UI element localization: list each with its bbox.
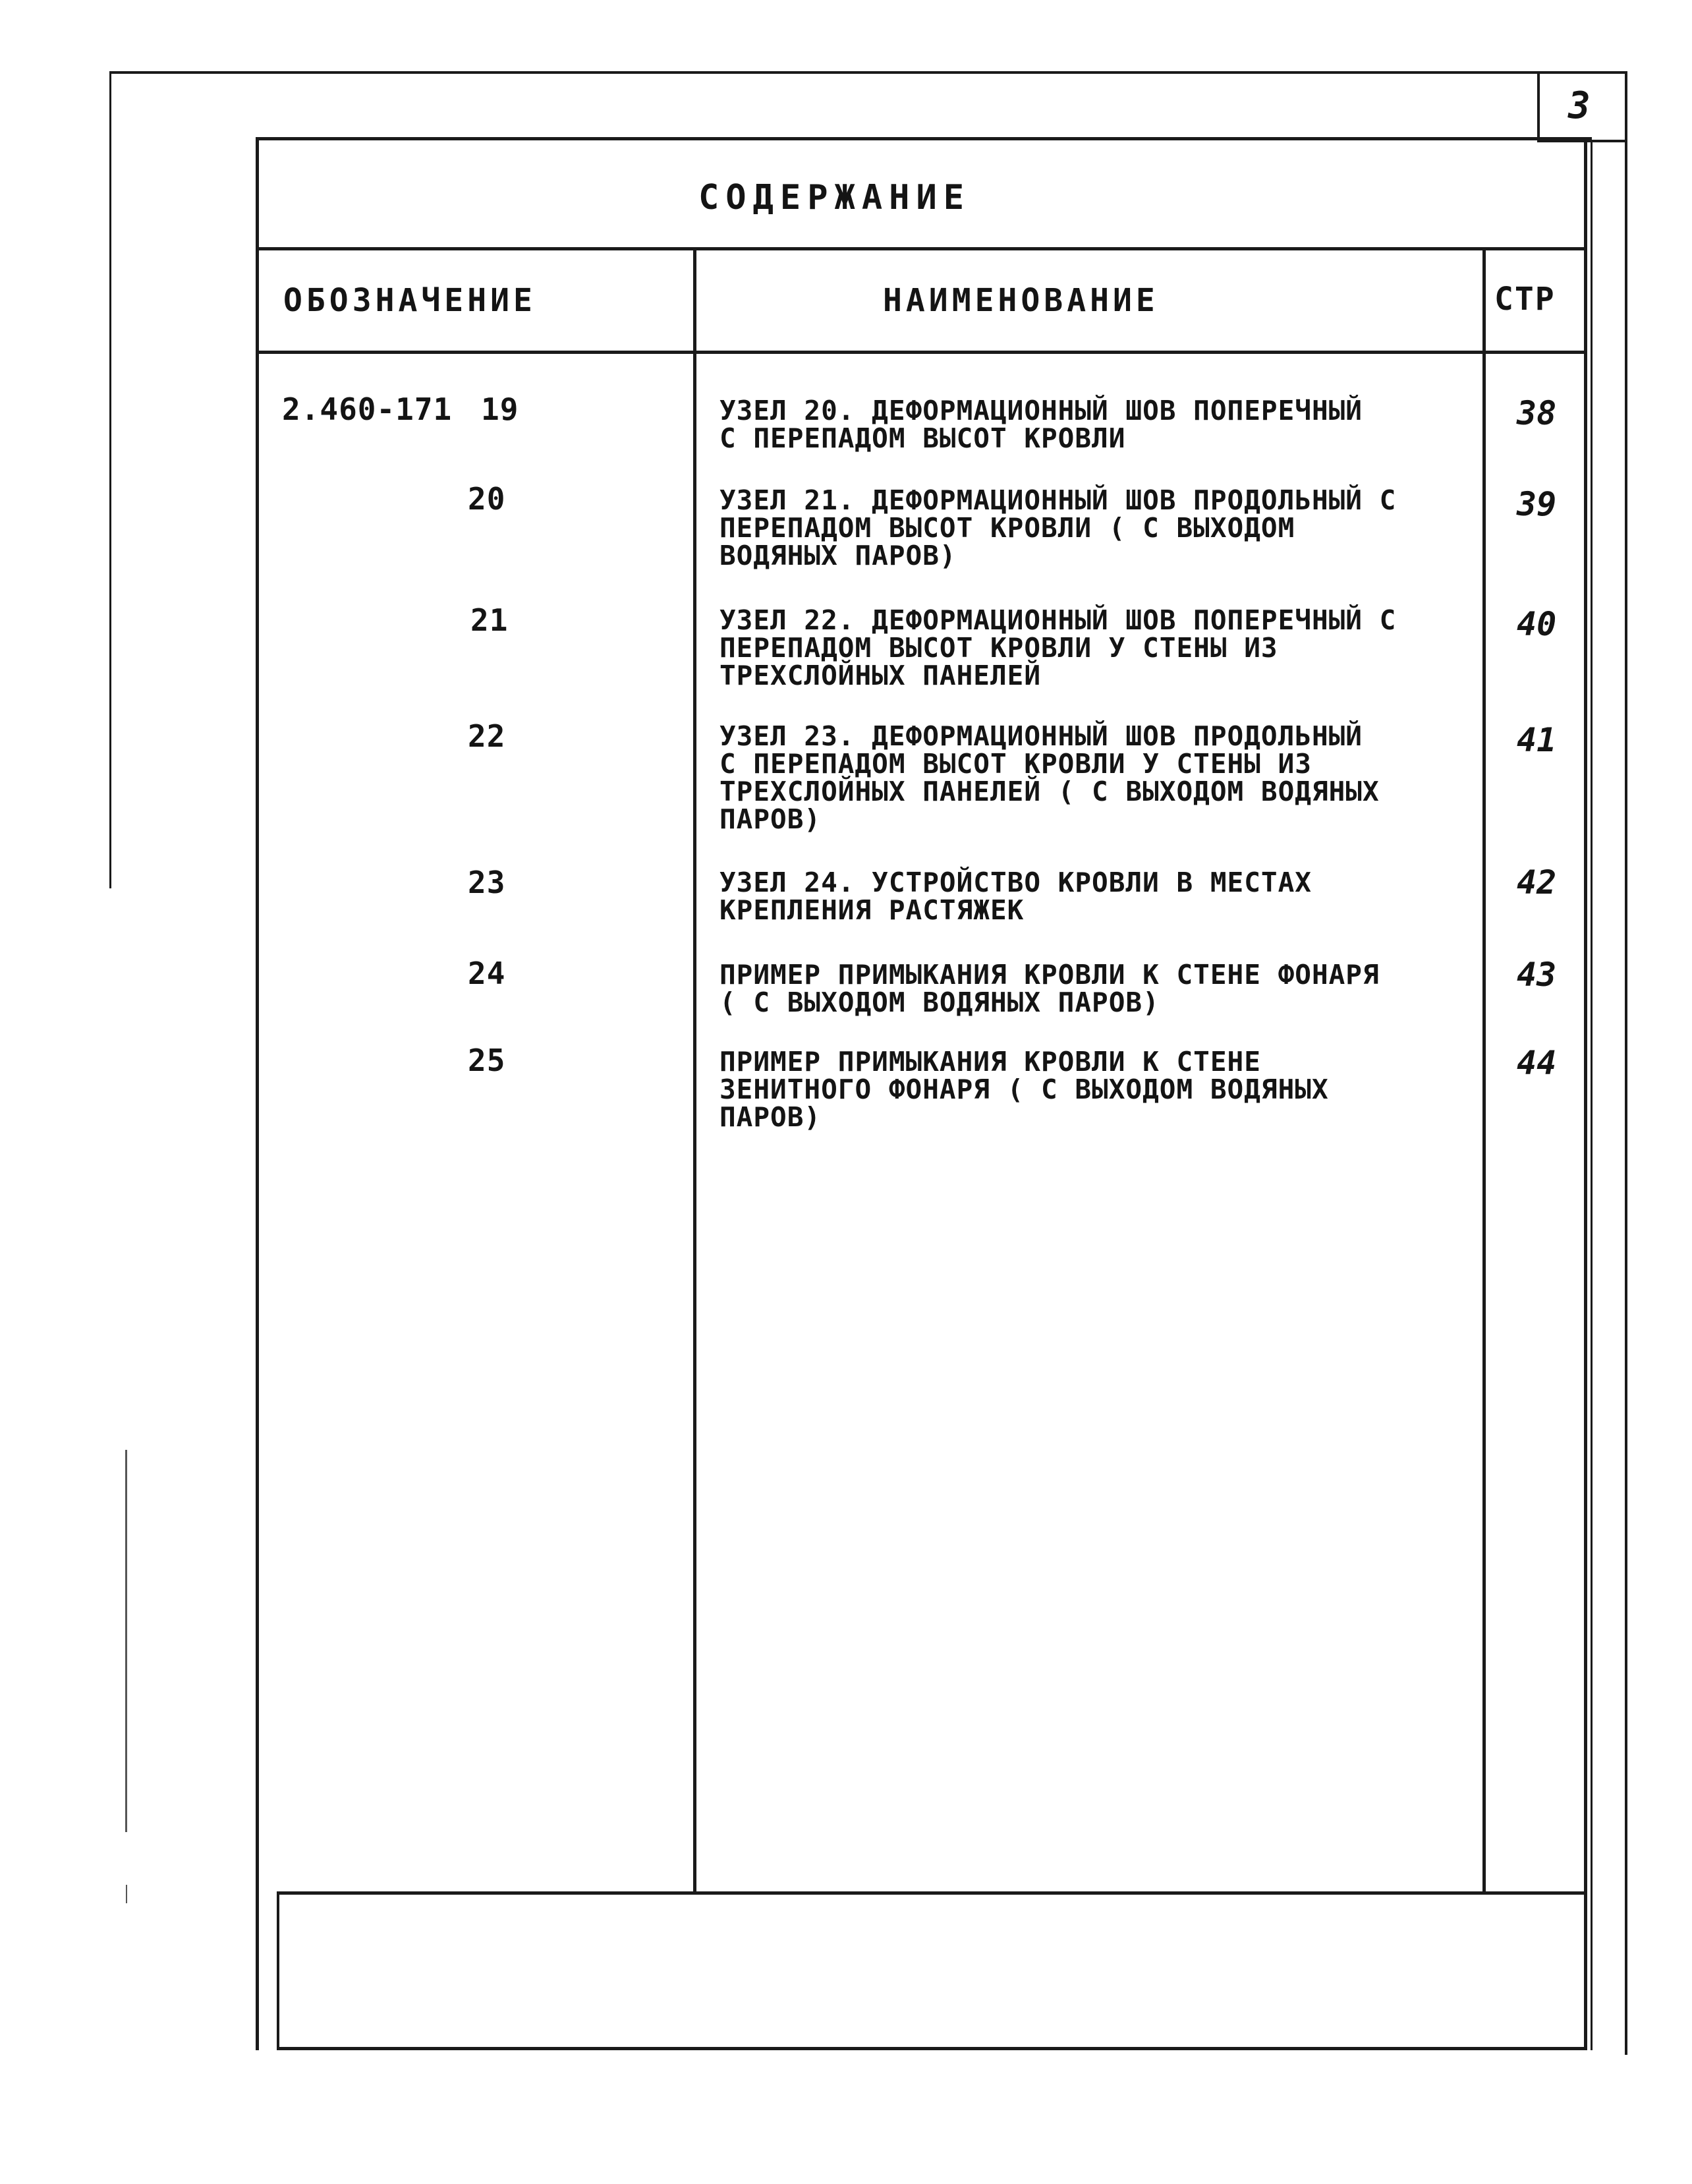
sheet-number-box-left xyxy=(1537,71,1540,141)
row-name-line: ПЕРЕПАДОМ ВЫСОТ КРОВЛИ У СТЕНЫ ИЗ xyxy=(719,632,1278,664)
row-name-line: УЗЕЛ 20. ДЕФОРМАЦИОННЫЙ ШОВ ПОПЕРЕЧНЫЙ xyxy=(719,395,1363,426)
table-top-line xyxy=(256,137,1592,140)
row-name-line: УЗЕЛ 24. УСТРОЙСТВО КРОВЛИ В МЕСТАХ xyxy=(719,867,1312,898)
row-name-line: УЗЕЛ 22. ДЕФОРМАЦИОННЫЙ ШОВ ПОПЕРЕЧНЫЙ С xyxy=(719,604,1397,636)
footer-left-line xyxy=(277,1891,279,2050)
row-page: 44 xyxy=(1517,1044,1557,1082)
row-number: 21 xyxy=(470,602,509,638)
row-page: 41 xyxy=(1517,721,1557,759)
row-name-line: ТРЕХСЛОЙНЫХ ПАНЕЛЕЙ xyxy=(719,660,1041,691)
row-page: 42 xyxy=(1517,863,1557,902)
frame-left-line xyxy=(109,71,111,888)
row-number: 23 xyxy=(468,865,506,900)
row-page: 43 xyxy=(1517,956,1557,994)
row-name-line: ПРИМЕР ПРИМЫКАНИЯ КРОВЛИ К СТЕНЕ xyxy=(719,1046,1261,1078)
column-header-page: СТР xyxy=(1494,281,1556,318)
column-divider-2 xyxy=(1482,247,1486,1895)
table-right-line xyxy=(1584,137,1587,2050)
row-name-line: ТРЕХСЛОЙНЫХ ПАНЕЛЕЙ ( С ВЫХОДОМ ВОДЯНЫХ xyxy=(719,776,1380,807)
table-body-bottom-line xyxy=(277,1891,1587,1895)
column-header-designation: ОБОЗНАЧЕНИЕ xyxy=(283,282,536,319)
row-page: 39 xyxy=(1517,485,1557,523)
sheet-number: 3 xyxy=(1568,84,1591,127)
column-header-name: НАИМЕНОВАНИЕ xyxy=(883,282,1159,319)
row-name-line: УЗЕЛ 23. ДЕФОРМАЦИОННЫЙ ШОВ ПРОДОЛЬНЫЙ xyxy=(719,720,1363,752)
frame-top-line xyxy=(109,71,1626,74)
row-number: 22 xyxy=(468,718,506,754)
row-name-line: ПЕРЕПАДОМ ВЫСОТ КРОВЛИ ( С ВЫХОДОМ xyxy=(719,512,1295,544)
row-name-line: С ПЕРЕПАДОМ ВЫСОТ КРОВЛИ xyxy=(719,422,1126,454)
row-page: 38 xyxy=(1517,394,1557,432)
page-title: СОДЕРЖАНИЕ xyxy=(698,178,971,217)
table-right-inner-line xyxy=(1591,142,1593,2050)
row-name-line: С ПЕРЕПАДОМ ВЫСОТ КРОВЛИ У СТЕНЫ ИЗ xyxy=(719,748,1312,780)
row-name-line: УЗЕЛ 21. ДЕФОРМАЦИОННЫЙ ШОВ ПРОДОЛЬНЫЙ С xyxy=(719,484,1397,516)
row-name-line: ПАРОВ) xyxy=(719,1101,822,1133)
row-name-line: ПАРОВ) xyxy=(719,803,822,835)
row-page: 40 xyxy=(1517,605,1557,643)
row-designation: 2.460-171 xyxy=(282,391,453,427)
table-left-line xyxy=(256,137,259,2050)
row-number: 25 xyxy=(468,1043,506,1078)
scan-margin-mark xyxy=(126,1885,127,1903)
row-name-line: ЗЕНИТНОГО ФОНАРЯ ( С ВЫХОДОМ ВОДЯНЫХ xyxy=(719,1074,1329,1105)
row-number: 19 xyxy=(481,391,519,427)
header-separator-line xyxy=(256,351,1587,354)
title-separator-line xyxy=(256,247,1587,250)
row-number: 24 xyxy=(468,956,506,991)
row-name-line: КРЕПЛЕНИЯ РАСТЯЖЕК xyxy=(719,894,1025,926)
row-name-line: ВОДЯНЫХ ПАРОВ) xyxy=(719,540,957,571)
row-name-line: ПРИМЕР ПРИМЫКАНИЯ КРОВЛИ К СТЕНЕ ФОНАРЯ xyxy=(719,959,1380,991)
scan-margin-mark xyxy=(125,1450,127,1832)
row-number: 20 xyxy=(468,481,506,517)
column-divider-1 xyxy=(693,247,696,1895)
row-name-line: ( С ВЫХОДОМ ВОДЯНЫХ ПАРОВ) xyxy=(719,987,1160,1018)
table-footer-bottom-line xyxy=(277,2047,1587,2050)
frame-right-line xyxy=(1625,71,1627,2055)
